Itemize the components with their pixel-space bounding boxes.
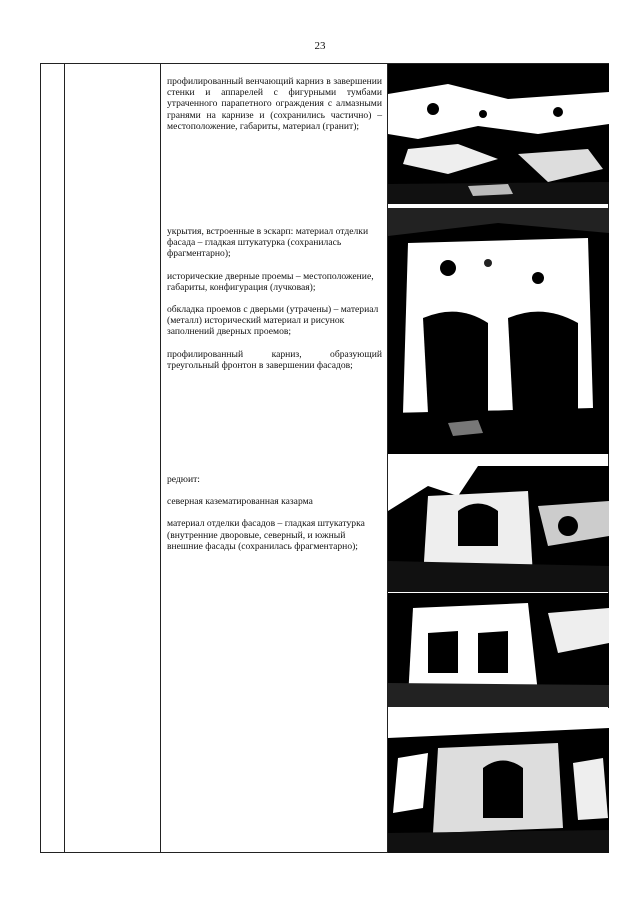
paragraph: обкладка проемов с дверьми (утрачены) – материал (металл) исторический материал и рисунок заполнений дверных проемов; [167, 304, 379, 338]
text-block-cornice [167, 76, 382, 143]
paragraph: профилированный венчающий карниз в завершении стенки и аппарелей с фигурными тумбами утраченного парапетного ограждения с алмазными гранями на карнизе и (сохранились частично) – местоположение, габариты, материал (гранит); [167, 76, 382, 132]
paragraph: профилированный карниз, образующий треугольный фронтон в завершении фасадов; [167, 348, 382, 371]
granite-cornice-photo [388, 64, 609, 204]
reduit-barracks-photo-1 [388, 466, 609, 592]
paragraph: северная казематированная казарма [167, 496, 313, 508]
column-divider-1 [64, 64, 65, 852]
escarp-shelter-facade-photo [388, 208, 609, 454]
text-block-reduit [167, 474, 382, 563]
page-number: 23 [314, 40, 326, 52]
text-block-shelters [167, 226, 382, 382]
paragraph: редюит: [167, 474, 200, 485]
paragraph: материал отделки фасадов – гладкая штукатурка (внутренние дворовые, северный, и южный внешние фасады (сохранилась фрагментарно); [167, 518, 365, 552]
reduit-barracks-photo-3 [388, 708, 609, 853]
column-divider-2 [160, 64, 161, 852]
paragraph: укрытия, встроенные в эскарп: материал отделки фасада – гладкая штукатурка (сохранилась фрагментарно); [167, 226, 369, 260]
reduit-barracks-photo-2 [388, 593, 609, 707]
paragraph: исторические дверные проемы – местоположение, габариты, конфигурация (лучковая); [167, 270, 374, 293]
